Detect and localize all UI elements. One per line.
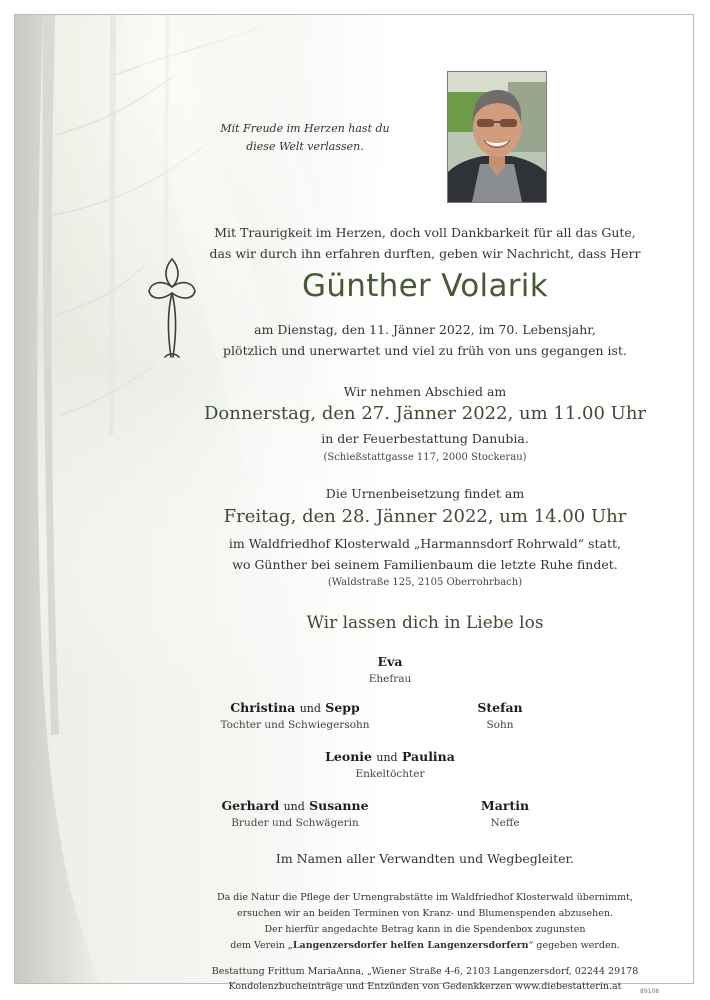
mourner-stefan (450, 700, 550, 731)
donation-note-line-3: Der hierfür angedachte Betrag kann in die Spendenbox zugunsten (264, 924, 586, 935)
donation-note-line-4 (160, 938, 690, 954)
urn-address: (Waldstraße 125, 2105 Oberrohrbach) (327, 577, 523, 588)
death-info-line-2: plötzlich und unerwartet und viel zu früh von uns gegangen ist. (223, 343, 627, 358)
quote-line-1: Mit Freude im Herzen hast du (220, 122, 390, 135)
print-code: 89108 (640, 988, 660, 995)
donation-note-line-2: ersuchen wir an beiden Terminen von Kranz- und Blumenspenden abzusehen. (236, 908, 614, 919)
closing-line: Im Namen aller Verwandten und Wegbegleiter. (275, 851, 575, 866)
urn-date: Freitag, den 28. Jänner 2022, um 14.00 Uhr (223, 506, 627, 527)
farewell-address: (Schießstattgasse 117, 2000 Stockerau) (323, 452, 527, 463)
mourner-name: Susanne (309, 798, 369, 813)
portrait-photo (447, 71, 547, 203)
undertaker-line: Bestattung Frittum MariaAnna, „Wiener Straße 4-6, 2103 Langenzersdorf, 02244 29178 (211, 966, 639, 977)
and-word: und (376, 751, 398, 764)
deceased-name: Günther Volarik (302, 268, 548, 304)
mourner-role: Bruder und Schwägerin (231, 817, 359, 829)
death-info-line-1: am Dienstag, den 11. Jänner 2022, im 70. Lebensjahr, (254, 322, 596, 337)
mourner-name: Gerhard (221, 798, 280, 813)
mourner-eva (330, 654, 450, 685)
mourner-name: Martin (480, 798, 530, 813)
farewell-date: Donnerstag, den 27. Jänner 2022, um 11.00 Uhr (203, 403, 647, 424)
urn-place-line-1: im Waldfriedhof Klosterwald „Harmannsdorf Rohrwald“ statt, (228, 536, 622, 551)
mourner-leonie-paulina (320, 749, 460, 780)
urn-place-line-2: wo Günther bei seinem Familienbaum die letzte Ruhe findet. (232, 557, 618, 572)
quote-line-2: diese Welt verlassen. (246, 140, 364, 153)
mourner-gerhard-susanne (210, 798, 380, 829)
and-word: und (299, 702, 321, 715)
donation-text: dem Verein „ (230, 940, 293, 951)
mourner-role: Enkeltöchter (355, 768, 425, 780)
mourner-name: Stefan (477, 700, 523, 715)
mourner-role: Tochter und Schwiegersohn (220, 719, 370, 731)
mourner-role: Neffe (490, 817, 520, 829)
mourner-christina-sepp (200, 700, 390, 731)
donation-organisation: Langenzersdorfer helfen Langenzersdorfern (292, 940, 529, 951)
mourner-name: Eva (377, 654, 403, 669)
mourner-name: Leonie (325, 749, 372, 764)
motto: Wir lassen dich in Liebe los (306, 613, 544, 633)
intro-line-2: das wir durch ihn erfahren durften, geben wir Nachricht, dass Herr (209, 246, 641, 261)
farewell-intro: Wir nehmen Abschied am (343, 384, 507, 399)
condolence-line: Kondolenzbucheinträge und Entzünden von Gedenkkerzen www.diebestatterin.at (228, 981, 622, 992)
donation-note-line-1: Da die Natur die Pflege der Urnengrabstätte im Waldfriedhof Klosterwald übernimmt, (216, 892, 634, 903)
intro-line-1: Mit Traurigkeit im Herzen, doch voll Dankbarkeit für all das Gute, (214, 225, 636, 240)
mourner-name: Christina (230, 700, 296, 715)
farewell-place: in der Feuerbestattung Danubia. (321, 431, 529, 446)
mourner-role: Ehefrau (368, 673, 412, 685)
mourner-name: Sepp (325, 700, 360, 715)
urn-intro: Die Urnenbeisetzung findet am (325, 486, 525, 501)
mourner-name: Paulina (401, 749, 455, 764)
mourner-martin (455, 798, 555, 829)
and-word: und (283, 800, 305, 813)
donation-text: “ gegeben werden. (528, 940, 620, 951)
mourner-role: Sohn (486, 719, 514, 731)
